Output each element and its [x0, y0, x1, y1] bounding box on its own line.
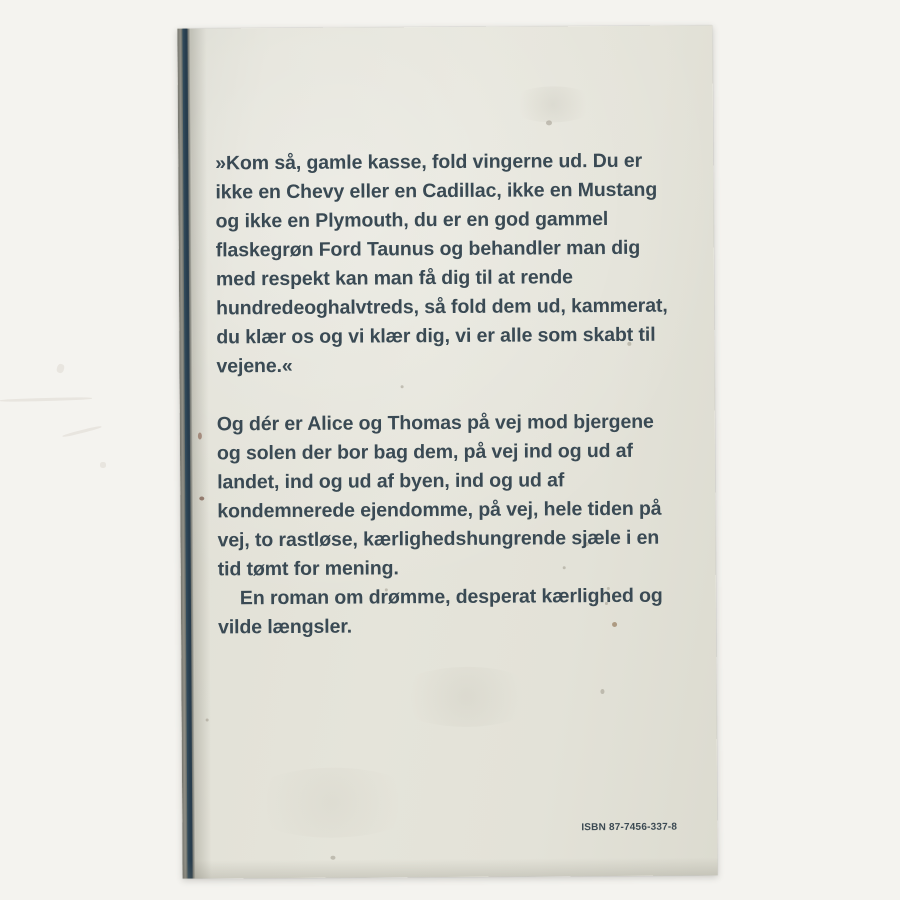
paragraph-gap — [217, 379, 672, 411]
paper-speck — [330, 856, 335, 860]
background-mark — [62, 425, 102, 438]
isbn-text: ISBN 87-7456-337-8 — [581, 821, 678, 834]
paper-speck — [600, 689, 604, 694]
book-back-cover — [177, 25, 717, 878]
paper-speck — [199, 496, 204, 500]
blurb-body-paragraph: Og dér er Alice og Thomas på vej mod bjergene og solen der bor bag dem, på vej ind og ud af landet, ind og ud af byen, ind og ud af kondemnerede ejendomme, på vej, hele tiden på vej, to rastløse, kærlighedshungrende sjæle i en tid tømt for mening. — [216, 410, 662, 581]
paper-speck — [206, 718, 209, 721]
background-mark — [56, 363, 65, 374]
paper-speck — [198, 433, 202, 440]
paper-smudge — [242, 767, 422, 838]
background-mark — [100, 462, 106, 468]
bottom-shadow — [182, 857, 717, 878]
paper-smudge — [391, 666, 541, 727]
paper-smudge — [508, 86, 598, 123]
blurb-quote-paragraph: »Kom så, gamle kasse, fold vingerne ud. Du er ikke en Chevy eller en Cadillac, ikke en Mustang og ikke en Plymouth, du er en god gammel flaskegrøn Ford Taunus og behandler man dig med respekt kan man få dig til at rende hundredeoghalvtreds, så fold dem ud, kammerat, du klær os og vi klær dig, vi er alle som skabt til vejene.« — [215, 149, 668, 378]
blurb-text — [215, 147, 673, 643]
background-mark — [0, 397, 92, 402]
blurb-closing-paragraph: En roman om drømme, desperat kærlighed og vilde længsler. — [218, 584, 663, 639]
